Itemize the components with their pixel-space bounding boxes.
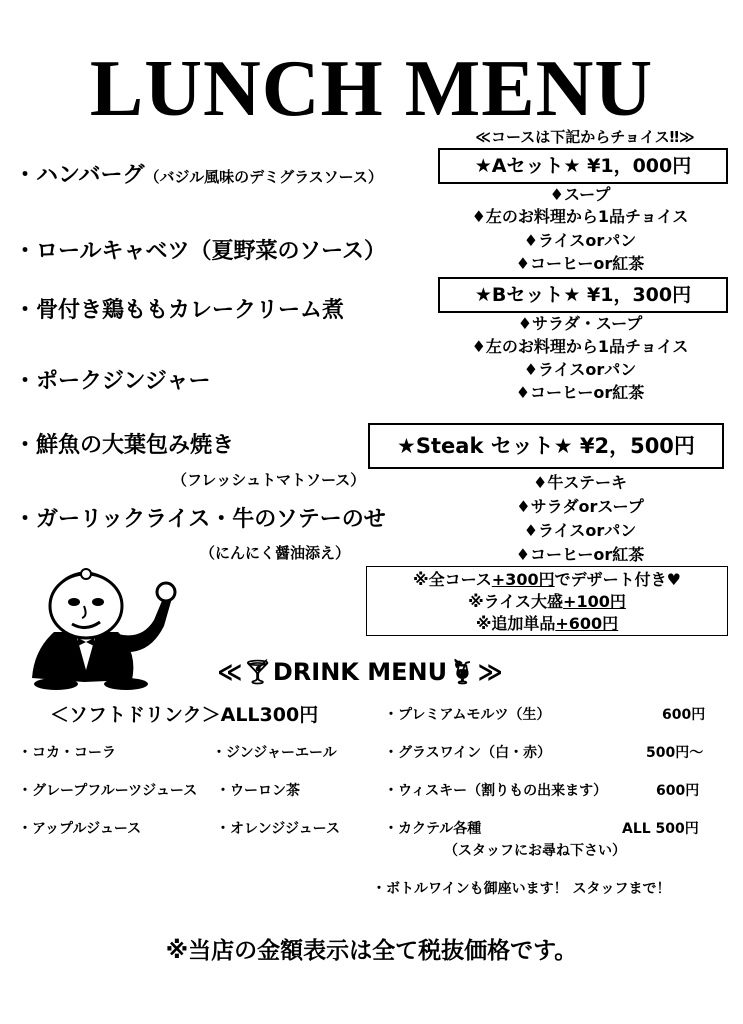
set-steak-line: ♦コーヒーor紅茶 xyxy=(515,545,645,564)
alcohol-item-price: 500円～ xyxy=(646,745,704,761)
set-steak-line: ♦牛ステーキ xyxy=(532,473,628,492)
double-right-arrow-icon: ≫ xyxy=(477,658,503,686)
cocktail-note: （スタッフにお尋ね下さい） xyxy=(444,843,626,859)
set-a-line: ♦コーヒーor紅茶 xyxy=(515,254,645,273)
set-steak-title: ★Steak セット★ ¥2，500円 xyxy=(368,423,724,469)
alcohol-item-price: 600円 xyxy=(656,783,700,799)
alcohol-item-name: ・ウィスキー（割りもの出来ます） xyxy=(384,783,608,799)
extras-dessert: ※全コース+300円でデザート付き♥ xyxy=(413,570,681,589)
set-b-line: ♦サラダ・スープ xyxy=(517,314,643,333)
set-b-line: ♦ライスorパン xyxy=(523,360,637,379)
food-item-hamburg xyxy=(14,162,383,191)
set-b-line: ♦コーヒーor紅茶 xyxy=(515,383,645,402)
food-item-garlic-rice: ・ガーリックライス・牛のソテーのせ xyxy=(14,507,386,532)
alcohol-item-name: ・グラスワイン（白・赤） xyxy=(384,745,552,761)
set-steak-line: ♦サラダorスープ xyxy=(516,497,644,516)
alcohol-item-price: ALL 500円 xyxy=(622,821,699,837)
set-a-line: ♦左のお料理から1品チョイス xyxy=(471,207,689,226)
food-item-fish: ・鮮魚の大葉包み焼き xyxy=(14,433,235,458)
food-item-pork-ginger: ・ポークジンジャー xyxy=(14,369,211,394)
course-note: ≪コースは下記からチョイス‼≫ xyxy=(475,128,695,146)
set-b-title: ★Bセット★ ¥1，300円 xyxy=(438,277,728,313)
food-item-garlic-rice-note: （にんにく醤油添え） xyxy=(200,544,351,562)
drink-menu-title: ≪🍸︎DRINK MENU🍹︎≫ xyxy=(217,658,503,686)
food-item-cabbage-roll: ・ロールキャベツ（夏野菜のソース） xyxy=(14,239,387,264)
page-title: LUNCH MENU xyxy=(89,45,654,133)
set-a-line: ♦ライスorパン xyxy=(523,231,637,250)
cocktail-glass-icon: 🍸︎ xyxy=(242,658,273,686)
extras-box xyxy=(366,566,728,636)
alcohol-item-price: 600円 xyxy=(662,707,706,723)
soft-drink-item: ・ジンジャーエール xyxy=(212,745,337,761)
set-b-line: ♦左のお料理から1品チョイス xyxy=(471,337,689,356)
alcohol-item-name: ・カクテル各種 xyxy=(384,821,482,837)
bottle-wine-note: ・ボトルワインも御座います！ スタッフまで！ xyxy=(372,881,671,897)
food-item-name: ・ハンバーグ xyxy=(14,163,145,188)
soft-drink-item: ・コカ・コーラ xyxy=(18,745,116,761)
food-item-fish-note: （フレッシュトマトソース） xyxy=(172,471,366,489)
tax-note: ※当店の金額表示は全て税抜価格です。 xyxy=(165,938,578,964)
soft-drink-title: ＜ソフトドリンク＞ALL300円 xyxy=(50,704,319,726)
food-item-chicken-curry: ・骨付き鶏ももカレークリーム煮 xyxy=(14,298,345,323)
tropical-drink-icon: 🍹︎ xyxy=(447,658,478,686)
soft-drink-item: ・オレンジジュース xyxy=(216,821,340,837)
soft-drink-item: ・アップルジュース xyxy=(18,821,142,837)
mascot-illustration xyxy=(14,560,194,690)
set-steak-line: ♦ライスorパン xyxy=(523,521,637,540)
extras-single: ※追加単品+600円 xyxy=(475,614,619,633)
set-a-title: ★Aセット★ ¥1，000円 xyxy=(438,148,728,184)
soft-drink-item: ・ウーロン茶 xyxy=(216,783,300,799)
extras-rice: ※ライス大盛+100円 xyxy=(468,592,626,611)
set-a-line: ♦スープ xyxy=(549,185,611,204)
soft-drink-item: ・グレープフルーツジュース xyxy=(18,783,198,799)
alcohol-item-name: ・プレミアムモルツ（生） xyxy=(384,707,551,723)
food-item-note: （バジル風味のデミグラスソース） xyxy=(144,168,383,186)
double-left-arrow-icon: ≪ xyxy=(217,658,243,686)
